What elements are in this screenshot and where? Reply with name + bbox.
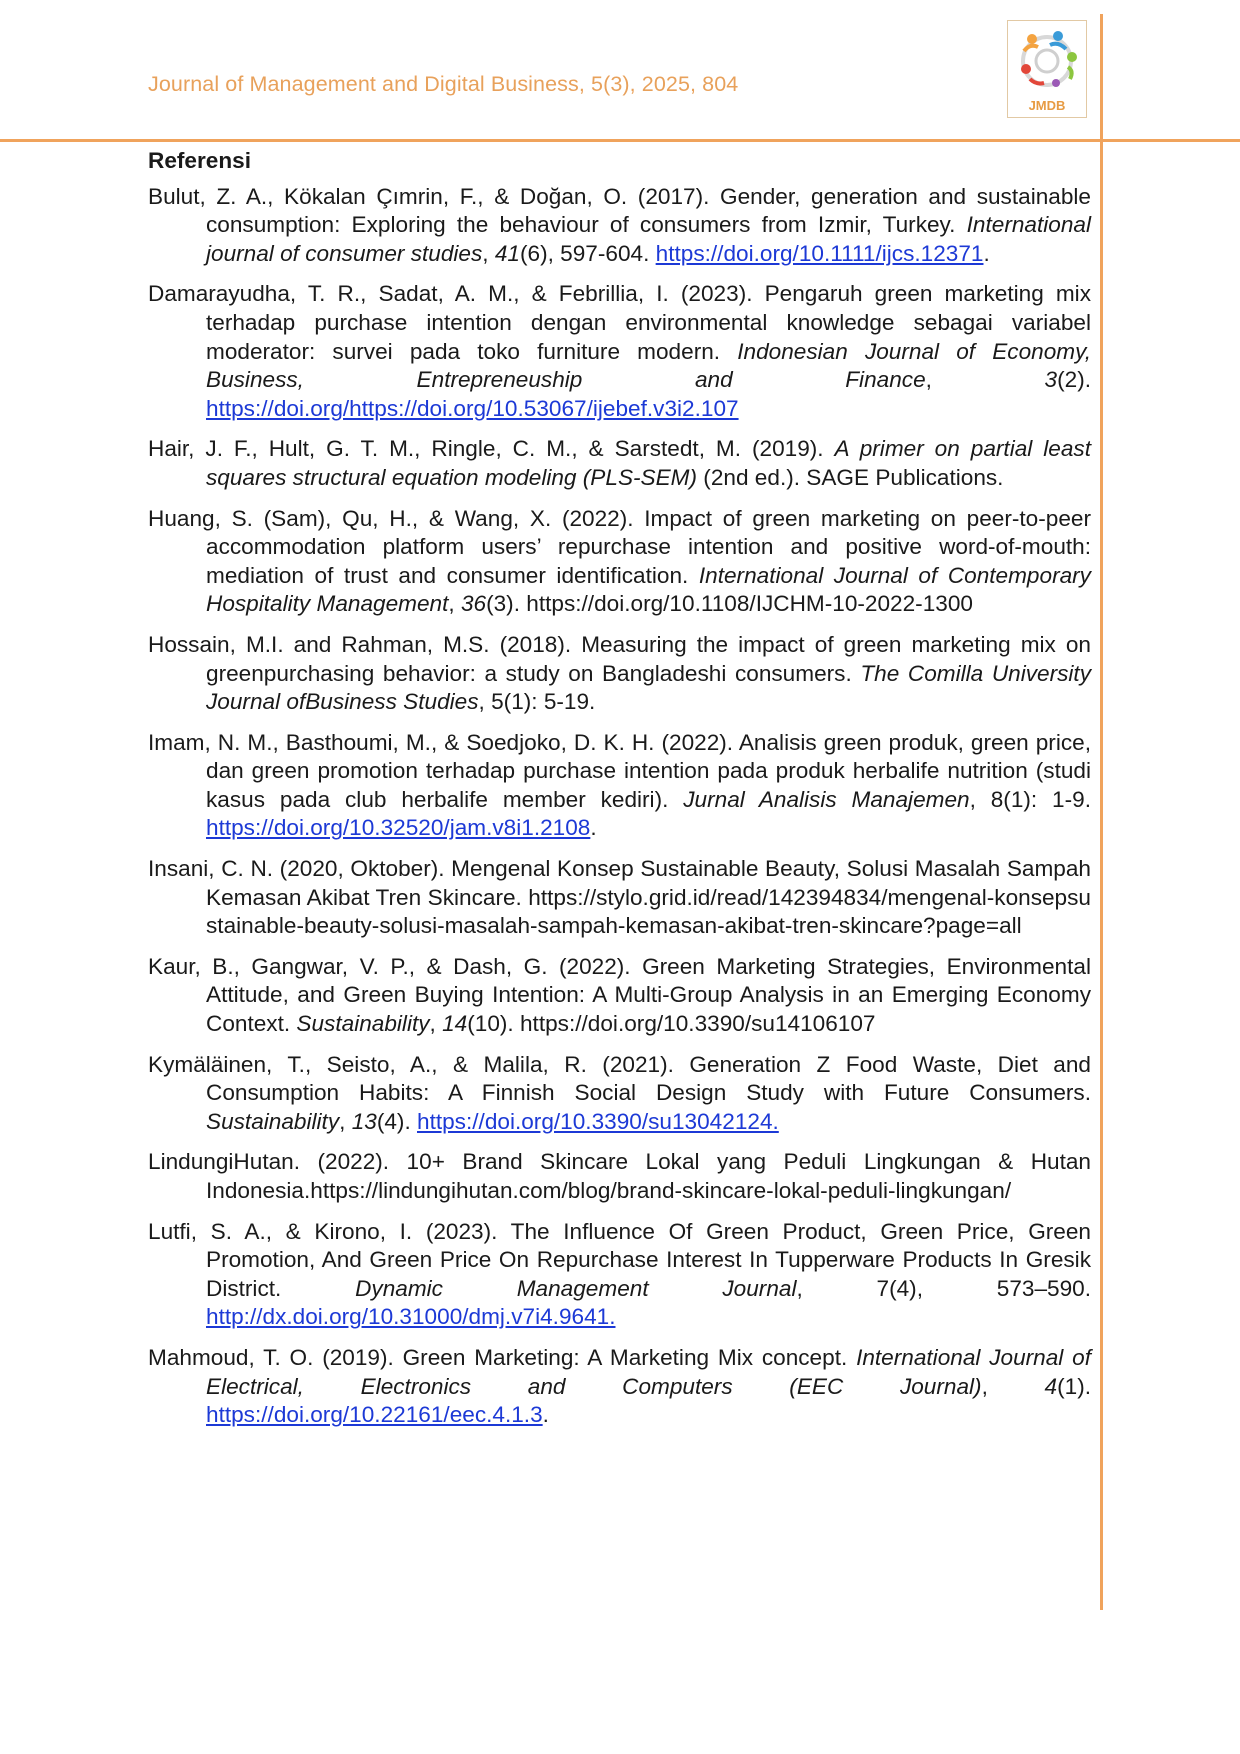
margin-rule <box>1100 14 1103 1610</box>
reference-list <box>148 183 1091 1430</box>
reference-details: (4). <box>376 1108 417 1134</box>
reference-entry <box>148 280 1091 423</box>
logo-text: JMDB <box>1028 98 1066 113</box>
reference-punct: . <box>983 240 990 266</box>
reference-authors: LindungiHutan. (2022). 10+ Brand Skincare Lokal yang Peduli Lingkungan & Hutan Indonesia. <box>148 1149 1091 1203</box>
reference-doi-link[interactable]: https://doi.org/10.1111/ijcs.12371 <box>655 240 984 266</box>
reference-details: (10). https://doi.org/10.3390/su14106107 <box>467 1011 876 1037</box>
reference-entry <box>148 505 1091 619</box>
header-rule <box>0 139 1240 142</box>
reference-source: Indonesian Journal of Economy, Business, Entrepreneuship and Finance <box>206 338 1091 393</box>
reference-authors: Bulut, Z. A., Kökalan Çımrin, F., & Doğan, O. (2017). Gender, generation and sustainable consumption: Exploring the behaviour of consumers from Izmir, Turkey. <box>148 183 1091 238</box>
reference-entry <box>148 1344 1091 1430</box>
reference-details: https://stylo.grid.id/read/142394834/mengenal-konsepsustainable-beauty-solusi-masalah-sampah-kemasan-akibat-tren-skincare?page=all <box>206 884 1091 939</box>
reference-details: (3). https://doi.org/10.1108/IJCHM-10-2022-1300 <box>486 591 973 617</box>
reference-details: (2nd ed.). SAGE Publications. <box>697 464 1004 490</box>
reference-source: International Journal of Contemporary Hospitality Management <box>206 562 1091 617</box>
reference-authors: Hair, J. F., Hult, G. T. M., Ringle, C. M., & Sarstedt, M. (2019). <box>148 436 835 462</box>
reference-authors: Mahmoud, T. O. (2019). Green Marketing: A Marketing Mix concept. <box>148 1344 857 1370</box>
reference-punct: , <box>482 240 495 266</box>
reference-authors: Huang, S. (Sam), Qu, H., & Wang, X. (2022). Impact of green marketing on peer-to-peer accommodation platform users’ repurchase intention and positive word-of-mouth: mediation of trust and consumer identification. <box>148 505 1091 588</box>
reference-volume: 36 <box>460 591 487 617</box>
reference-source: The Comilla University Journal ofBusiness Studies <box>206 660 1091 715</box>
reference-doi-link[interactable]: https://doi.org/10.32520/jam.v8i1.2108 <box>206 815 591 841</box>
reference-volume: 13 <box>351 1108 377 1134</box>
section-heading: Referensi <box>148 148 251 173</box>
reference-details: , 8(1): 1-9. <box>969 786 1091 812</box>
journal-header: Journal of Management and Digital Business, 5(3), 2025, 804 <box>148 72 739 96</box>
reference-authors: Insani, C. N. (2020, Oktober). Mengenal Konsep Sustainable Beauty, Solusi Masalah Sampah Kemasan Akibat Tren Skincare. <box>148 856 1091 910</box>
reference-source: A primer on partial least squares structural equation modeling (PLS-SEM) <box>206 436 1091 490</box>
reference-volume: 14 <box>442 1011 468 1037</box>
reference-details: (2). <box>1057 367 1091 393</box>
reference-authors: Hossain, M.I. and Rahman, M.S. (2018). Measuring the impact of green marketing mix on greenpurchasing behavior: a study on Bangladeshi consumers. <box>148 631 1091 686</box>
reference-source: Jurnal Analisis Manajemen <box>683 786 970 812</box>
reference-authors: Damarayudha, T. R., Sadat, A. M., & Febrillia, I. (2023). Pengaruh green marketing mix terhadap purchase intention dengan environmental knowledge sebagai variabel moderator: survei pada toko furniture modern. <box>148 281 1091 364</box>
reference-source: International journal of consumer studies <box>206 212 1091 266</box>
reference-entry <box>148 729 1091 843</box>
reference-punct: . <box>542 1402 549 1428</box>
reference-entry <box>148 953 1091 1039</box>
reference-volume: 4 <box>1044 1373 1058 1399</box>
reference-volume: 41 <box>494 240 520 266</box>
reference-entry <box>148 183 1091 269</box>
reference-entry <box>148 855 1091 941</box>
references-section <box>148 147 1091 1442</box>
reference-punct: . <box>590 815 597 841</box>
reference-source: International Journal of Electrical, Electronics and Computers (EEC Journal) <box>206 1344 1091 1399</box>
reference-punct: , <box>339 1108 352 1134</box>
reference-authors: Kymäläinen, T., Seisto, A., & Malila, R. (2021). Generation Z Food Waste, Diet and Consumption Habits: A Finnish Social Design Study with Future Consumers. <box>148 1051 1091 1106</box>
reference-punct: , <box>925 367 1045 393</box>
reference-doi-link[interactable]: https://doi.org/10.22161/eec.4.1.3 <box>206 1402 543 1428</box>
reference-entry <box>148 435 1091 492</box>
reference-details: https://lindungihutan.com/blog/brand-skincare-lokal-peduli-lingkungan/ <box>310 1178 1012 1203</box>
reference-authors: Imam, N. M., Basthoumi, M., & Soedjoko, D. K. H. (2022). Analisis green produk, green price, dan green promotion terhadap purchase intention pada produk herbalife nutrition (studi kasus pada club herbalife member kediri). <box>148 729 1091 812</box>
reference-punct: , <box>429 1011 443 1037</box>
reference-details: , 5(1): 5-19. <box>478 689 596 715</box>
reference-entry <box>148 1051 1091 1137</box>
reference-source: Sustainability <box>296 1011 430 1037</box>
journal-logo <box>1007 20 1087 118</box>
reference-details: , 7(4), 573–590. <box>796 1275 1091 1301</box>
reference-doi-link[interactable]: https://doi.org/10.3390/su13042124. <box>417 1108 779 1134</box>
reference-doi-link[interactable]: http://dx.doi.org/10.31000/dmj.v7i4.9641. <box>206 1304 616 1330</box>
reference-source: Dynamic Management Journal <box>355 1275 797 1301</box>
reference-authors: Kaur, B., Gangwar, V. P., & Dash, G. (2022). Green Marketing Strategies, Environmental Attitude, and Green Buying Intention: A Multi-Group Analysis in an Emerging Economy Context. <box>148 953 1091 1037</box>
logo-people-icon <box>1008 21 1086 99</box>
reference-details: (6), 597-604. <box>520 240 656 266</box>
reference-entry <box>148 1148 1091 1205</box>
reference-entry <box>148 1218 1091 1332</box>
reference-volume: 3 <box>1044 367 1058 393</box>
reference-punct: , <box>981 1373 1045 1399</box>
reference-authors: Lutfi, S. A., & Kirono, I. (2023). The Influence Of Green Product, Green Price, Green Promotion, And Green Price On Repurchase Interest In Tupperware Products In Gresik District. <box>148 1218 1091 1301</box>
reference-details: (1). <box>1057 1373 1091 1399</box>
reference-doi-link[interactable]: https://doi.org/https://doi.org/10.53067/ijebef.v3i2.107 <box>206 395 739 421</box>
reference-punct: , <box>448 591 461 617</box>
reference-source: Sustainability <box>206 1108 340 1134</box>
reference-entry <box>148 631 1091 717</box>
